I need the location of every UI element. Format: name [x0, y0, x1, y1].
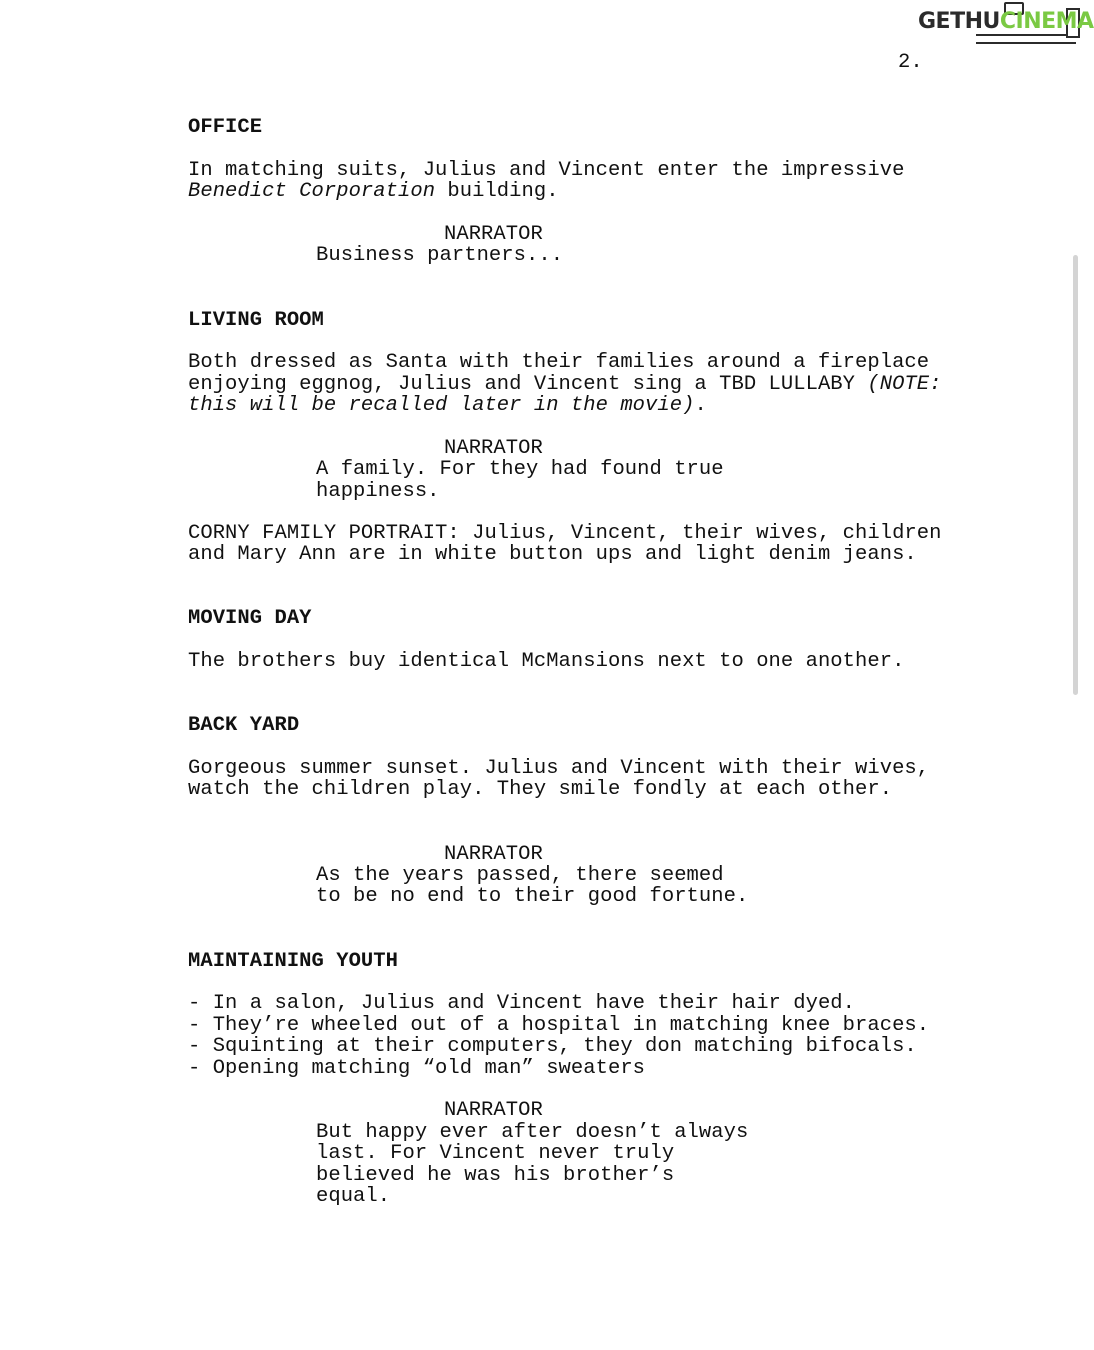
vertical-scrollbar[interactable]	[1073, 255, 1078, 695]
living-room-character-name: NARRATOR	[444, 437, 543, 460]
portrait-action-line-2: and Mary Ann are in white button ups and light denim jeans.	[188, 543, 917, 566]
living-room-note: this will be recalled later in the movie)	[188, 394, 695, 417]
maintaining-youth-dialogue-line-2: last. For Vincent never truly	[316, 1142, 675, 1165]
living-room-action-line-3-rest: .	[694, 394, 707, 417]
back-yard-action-line-2: watch the children play. They smile fondly at each other.	[188, 778, 893, 801]
page-number: 2.	[898, 51, 923, 74]
living-room-action-line-3	[188, 395, 707, 416]
maintaining-youth-dialogue-line-1: But happy ever after doesn’t always	[316, 1121, 749, 1144]
office-action-line-2-rest: building.	[435, 180, 559, 203]
maintaining-youth-character-name: NARRATOR	[444, 1099, 543, 1122]
gethu-cinema-logo	[916, 2, 1094, 42]
office-dialogue: Business partners...	[316, 244, 564, 267]
scene-heading-moving-day: MOVING DAY	[188, 607, 312, 630]
montage-item: - In a salon, Julius and Vincent have their hair dyed.	[188, 992, 856, 1015]
film-strip-icon	[976, 34, 1076, 44]
living-room-dialogue-line-1: A family. For they had found true	[316, 458, 724, 481]
living-room-dialogue-line-2: happiness.	[316, 480, 440, 503]
maintaining-youth-dialogue-line-4: equal.	[316, 1185, 391, 1208]
maintaining-youth-dialogue-line-3: believed he was his brother’s	[316, 1164, 675, 1187]
portrait-action-line-1: CORNY FAMILY PORTRAIT: Julius, Vincent, their wives, children	[188, 522, 942, 545]
office-character-name: NARRATOR	[444, 223, 543, 246]
scene-heading-office: OFFICE	[188, 116, 263, 139]
back-yard-character-name: NARRATOR	[444, 843, 543, 866]
living-room-note-start: (NOTE:	[867, 373, 942, 396]
living-room-action-line-2-plain: enjoying eggnog, Julius and Vincent sing a TBD LULLABY	[188, 373, 868, 396]
logo-text-cinema: CINEMA	[999, 9, 1094, 34]
living-room-action-line-2	[188, 374, 942, 395]
back-yard-dialogue-line-2: to be no end to their good fortune.	[316, 885, 749, 908]
moving-day-action: The brothers buy identical McMansions next to one another.	[188, 650, 905, 673]
scene-heading-living-room: LIVING ROOM	[188, 309, 324, 332]
logo-text-gethu: GETHU	[918, 9, 1000, 34]
office-company-name: Benedict Corporation	[188, 180, 436, 203]
montage-item: - Squinting at their computers, they don matching bifocals.	[188, 1035, 917, 1058]
back-yard-dialogue-line-1: As the years passed, there seemed	[316, 864, 724, 887]
scene-heading-maintaining-youth: MAINTAINING YOUTH	[188, 950, 398, 973]
office-action-line-2	[188, 181, 559, 202]
scene-heading-back-yard: BACK YARD	[188, 714, 300, 737]
living-room-action-line-1: Both dressed as Santa with their families around a fireplace	[188, 351, 930, 374]
montage-item: - They’re wheeled out of a hospital in matching knee braces.	[188, 1014, 930, 1037]
logo-text	[918, 9, 1094, 34]
montage-item: - Opening matching “old man” sweaters	[188, 1057, 646, 1080]
back-yard-action-line-1: Gorgeous summer sunset. Julius and Vincent with their wives,	[188, 757, 930, 780]
office-action-line-1: In matching suits, Julius and Vincent enter the impressive	[188, 159, 905, 182]
